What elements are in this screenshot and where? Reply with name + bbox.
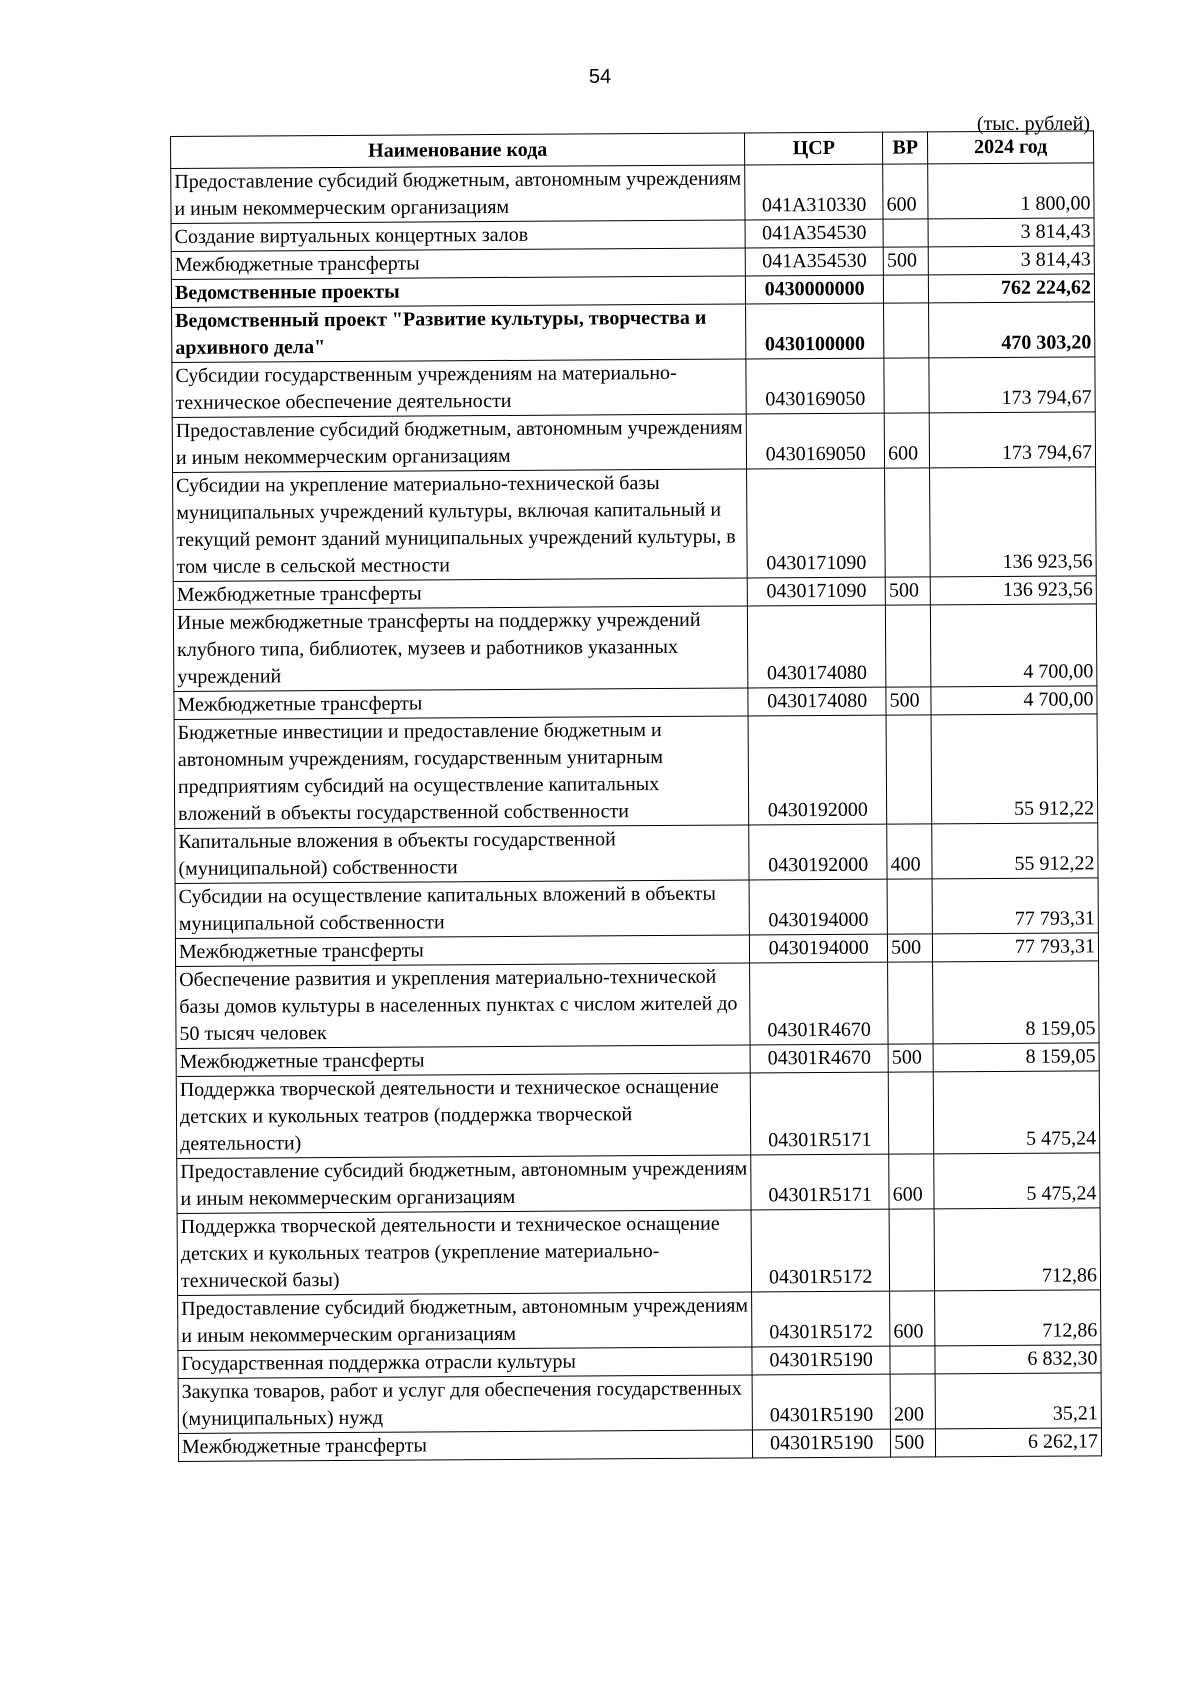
row-name-cell: Межбюджетные трансферты	[175, 935, 749, 967]
table-row	[173, 604, 1096, 692]
row-vr-cell: 200	[890, 1374, 935, 1429]
row-vr-cell	[884, 303, 929, 358]
row-vr-cell: 600	[883, 164, 928, 219]
row-csr-cell: 04301R5172	[751, 1209, 889, 1292]
row-vr-cell	[883, 219, 928, 247]
row-csr-cell: 04301R5171	[750, 1072, 888, 1155]
table-row	[177, 1153, 1100, 1214]
row-vr-cell	[890, 1346, 935, 1374]
row-name-cell: Предоставление субсидий бюджетным, автономным учреждениям и иным некоммерческим организациям	[177, 1155, 752, 1214]
row-amount-cell: 4 700,00	[931, 604, 1097, 687]
row-name-cell: Капитальные вложения в объекты государственной (муниципальной) собственности	[175, 825, 750, 884]
row-csr-cell: 041A310330	[745, 164, 883, 220]
row-amount-cell: 55 912,22	[932, 823, 1098, 879]
row-vr-cell	[889, 1209, 934, 1291]
table-row	[178, 1290, 1101, 1351]
table-body	[171, 163, 1102, 1462]
row-csr-cell: 04301R5172	[752, 1291, 890, 1347]
row-csr-cell: 0430194000	[750, 934, 888, 963]
row-vr-cell	[884, 358, 929, 413]
row-amount-cell: 3 814,43	[928, 218, 1094, 247]
header-csr: ЦСР	[745, 132, 883, 165]
row-amount-cell: 136 923,56	[930, 467, 1097, 577]
row-name-cell: Межбюджетные трансферты	[174, 688, 748, 720]
row-csr-cell: 0430192000	[748, 715, 887, 825]
budget-table	[170, 130, 1102, 1462]
row-vr-cell	[885, 468, 931, 577]
table-row	[176, 961, 1099, 1049]
table-row	[176, 1071, 1099, 1159]
row-amount-cell: 8 159,05	[933, 961, 1099, 1044]
row-csr-cell: 04301R5171	[751, 1154, 889, 1210]
row-name-cell: Предоставление субсидий бюджетным, автономным учреждениям и иным некоммерческим организациям	[171, 165, 746, 224]
row-vr-cell: 500	[891, 1429, 936, 1457]
row-name-cell: Закупка товаров, работ и услуг для обеспечения государственных (муниципальных) нужд	[178, 1375, 753, 1434]
row-amount-cell: 35,21	[935, 1373, 1101, 1429]
row-name-cell: Субсидии государственным учреждениям на материально-техническое обеспечение деятельности	[172, 359, 747, 418]
row-name-cell: Создание виртуальных концертных залов	[171, 220, 745, 252]
row-name-cell: Субсидии на укрепление материально-технической базы муниципальных учреждений культуры, включая капитальный и текущий ремонт зданий муниципальных учреждений культуры, в том числе в сельской местности	[173, 469, 748, 582]
row-csr-cell: 0430169050	[746, 413, 884, 469]
row-csr-cell: 0430171090	[747, 577, 885, 606]
row-amount-cell: 173 794,67	[929, 357, 1095, 413]
row-name-cell: Субсидии на осуществление капитальных вложений в объекты муниципальной собственности	[175, 880, 750, 939]
row-name-cell: Ведомственный проект "Развитие культуры, творчества и архивного дела"	[172, 304, 747, 363]
row-amount-cell: 4 700,00	[931, 686, 1097, 715]
table-row	[177, 1208, 1100, 1296]
row-csr-cell: 041A354530	[745, 247, 883, 276]
row-csr-cell: 0430174080	[748, 605, 886, 688]
row-name-cell: Межбюджетные трансферты	[173, 578, 747, 610]
row-amount-cell: 55 912,22	[931, 714, 1098, 824]
row-csr-cell: 041A354530	[745, 219, 883, 248]
table-row	[172, 412, 1095, 473]
table-row	[174, 714, 1098, 829]
row-amount-cell: 712,86	[935, 1290, 1101, 1346]
header-vr: ВР	[883, 132, 928, 164]
row-csr-cell: 0430169050	[746, 358, 884, 414]
table-row	[178, 1428, 1101, 1462]
table-row	[178, 1373, 1101, 1434]
row-vr-cell	[886, 605, 931, 687]
row-amount-cell: 762 224,62	[929, 274, 1095, 303]
page-number: 54	[588, 66, 612, 88]
table-row	[173, 467, 1097, 582]
row-csr-cell: 0430174080	[748, 687, 886, 716]
row-csr-cell: 0430194000	[749, 879, 887, 935]
table-row	[175, 878, 1098, 939]
row-vr-cell: 600	[884, 413, 929, 468]
header-name: Наименование кода	[171, 133, 745, 169]
row-csr-cell: 0430192000	[749, 824, 887, 880]
row-csr-cell: 04301R5190	[753, 1429, 891, 1458]
row-vr-cell: 500	[885, 577, 930, 605]
row-vr-cell: 500	[886, 687, 931, 715]
row-vr-cell: 600	[890, 1291, 935, 1346]
row-name-cell: Межбюджетные трансферты	[171, 248, 745, 280]
row-name-cell: Поддержка творческой деятельности и техническое оснащение детских и кукольных театров (поддержка творческой деятельности)	[176, 1073, 751, 1159]
row-csr-cell: 0430000000	[746, 275, 884, 304]
row-name-cell: Государственная поддержка отрасли культуры	[178, 1347, 752, 1379]
header-year: 2024 год	[928, 131, 1094, 164]
row-name-cell: Поддержка творческой деятельности и техническое оснащение детских и кукольных театров (укрепление материально-технической базы)	[177, 1210, 752, 1296]
row-csr-cell: 04301R5190	[752, 1346, 890, 1375]
row-name-cell: Бюджетные инвестиции и предоставление бюджетным и автономным учреждениям, государственным унитарным предприятиям субсидий на осуществление капитальных вложений в объекты государственной собственности	[174, 716, 749, 829]
row-vr-cell	[888, 1072, 933, 1154]
row-vr-cell: 500	[888, 934, 933, 962]
row-amount-cell: 470 303,20	[929, 302, 1095, 358]
row-amount-cell: 5 475,24	[933, 1071, 1099, 1154]
row-name-cell: Обеспечение развития и укрепления материально-технической базы домов культуры в населенных пунктах с числом жителей до 50 тысяч человек	[176, 963, 751, 1049]
row-amount-cell: 77 793,31	[933, 933, 1099, 962]
row-amount-cell: 5 475,24	[934, 1153, 1100, 1209]
row-name-cell: Ведомственные проекты	[171, 276, 745, 308]
row-name-cell: Предоставление субсидий бюджетным, автономным учреждениям и иным некоммерческим организациям	[178, 1292, 753, 1351]
row-name-cell: Межбюджетные трансферты	[178, 1430, 752, 1462]
row-csr-cell: 0430100000	[746, 303, 884, 359]
row-csr-cell: 04301R5190	[752, 1374, 890, 1430]
row-vr-cell: 600	[889, 1154, 934, 1209]
row-amount-cell: 1 800,00	[928, 163, 1094, 219]
row-name-cell: Иные межбюджетные трансферты на поддержку учреждений клубного типа, библиотек, музеев и работников указанных учреждений	[173, 606, 748, 692]
row-amount-cell: 77 793,31	[932, 878, 1098, 934]
row-csr-cell: 04301R4670	[750, 962, 888, 1045]
row-amount-cell: 173 794,67	[929, 412, 1095, 468]
row-amount-cell: 6 832,30	[935, 1345, 1101, 1374]
row-vr-cell	[884, 275, 929, 303]
row-vr-cell	[886, 715, 932, 824]
table-row	[172, 302, 1095, 363]
row-vr-cell: 400	[887, 824, 932, 879]
row-name-cell: Межбюджетные трансферты	[176, 1045, 750, 1077]
row-amount-cell: 712,86	[934, 1208, 1100, 1291]
row-name-cell: Предоставление субсидий бюджетным, автономным учреждениям и иным некоммерческим организациям	[172, 414, 747, 473]
row-vr-cell	[888, 962, 933, 1044]
row-vr-cell	[887, 879, 932, 934]
row-csr-cell: 04301R4670	[750, 1044, 888, 1073]
row-vr-cell: 500	[888, 1044, 933, 1072]
row-csr-cell: 0430171090	[747, 468, 886, 578]
table-row	[175, 823, 1098, 884]
row-amount-cell: 3 814,43	[928, 246, 1094, 275]
row-amount-cell: 8 159,05	[933, 1043, 1099, 1072]
row-vr-cell: 500	[883, 247, 928, 275]
table-row	[171, 163, 1094, 224]
row-amount-cell: 6 262,17	[936, 1428, 1102, 1457]
table-row	[172, 357, 1095, 418]
units-label: (тыс. рублей)	[976, 113, 1090, 135]
row-amount-cell: 136 923,56	[930, 576, 1096, 605]
